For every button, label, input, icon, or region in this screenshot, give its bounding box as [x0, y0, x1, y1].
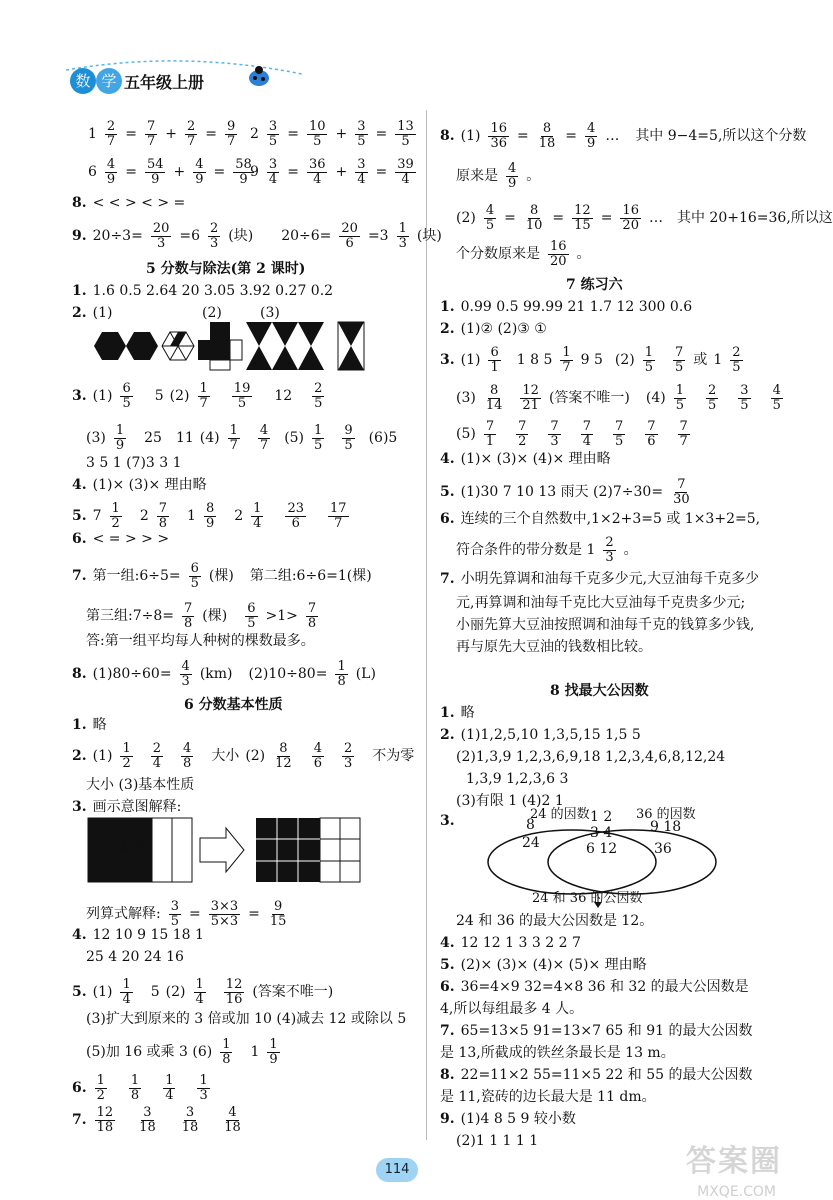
section-title-8: 8 找最大公因数: [550, 683, 649, 699]
s6-answer-5: 5. (1) 1 4 5 (2) 1 4 12 16 (答案不唯一): [72, 977, 334, 1007]
eq-row-2-right: 9 $\frac{3}{4}$ = $\frac{36}{4}$ + $\frac{3}{4}$ = $\frac{39}{4}$: [250, 157, 414, 187]
s7-answer-4: 4. (1)× (3)× (4)× 理由略: [440, 451, 611, 467]
s7-answer-3-row2: (3) 8 14 12 21 (答案不唯一) (4) 1 5 2 5 3 5 4 5: [456, 383, 781, 413]
s5-answer-1: 1. 1.6̇ 0.5 2.64 20 3.05 3.92 0.27 0.2: [72, 283, 334, 299]
section-title-6: 6 分数基本性质: [184, 697, 283, 713]
venn-common-c: 6 12: [586, 841, 618, 857]
fraction: $\frac{2}{7}$: [106, 119, 116, 149]
s5-answer-5: 5. 7 1 2 2 7 8 1 8 9 2 1 4 23 6 17 7: [72, 501, 347, 531]
s8-answer-2-row4: (3)有限 1 (4)2 1: [456, 793, 564, 809]
s8-answer-7: 7. 65=13×5 91=13×7 65 和 91 的最大公因数: [440, 1023, 753, 1039]
subject-tag-1: 数: [70, 68, 96, 94]
eq-row-1-right: 2 $\frac{3}{5}$ = $\frac{10}{5}$ + $\frac{3}{5}$ = $\frac{13}{5}$: [250, 119, 414, 149]
s5-answer-6: 6. < = > > >: [72, 531, 170, 547]
ladybug-icon: [244, 64, 274, 90]
s7-answer-1: 1. 0.99 0.5 99.99 21 1.7 12 300 0.6: [440, 299, 693, 315]
venn-only24-b: 24: [522, 835, 540, 851]
column-divider: [426, 110, 427, 1140]
watermark-url: MXQE.COM: [697, 1184, 776, 1200]
answer-8: 8. < < > < > =: [72, 195, 186, 211]
s6-answer-5-row2: (3)扩大到原来的 3 倍或加 10 (4)减去 12 或除以 5: [86, 1011, 407, 1027]
s5-answer-3-row3: 3 5 1 (7)3 3 1: [86, 455, 182, 471]
s7-answer-7-row2: 元,再算调和油每千克比大豆油每千克贵多少元;: [456, 595, 746, 611]
s6-answer-1: 1. 略: [72, 717, 107, 733]
r-answer-8-2: (2) $\frac{4}{5}$ = $\frac{8}{10}$ = $\frac{12}{15}$ = $\frac{16}{20}$ … 其中 20+16=36,所以这: [456, 203, 833, 233]
venn-common-b: 3 4: [590, 825, 613, 841]
s8-answer-9-row2: (2)1 1 1 1 1: [456, 1133, 539, 1149]
s5-answer-7-conclusion: 答:第一组平均每人种树的棵数最多。: [86, 633, 315, 649]
s8-answer-6: 6. 36=4×9 32=4×8 36 和 32 的最大公因数是: [440, 979, 749, 995]
s8-answer-5: 5. (2)× (3)× (4)× (5)× 理由略: [440, 957, 647, 973]
s5-shapes-figure: [86, 322, 410, 372]
s8-answer-4: 4. 12 12 1 3 3 2 2 7: [440, 935, 581, 951]
s8-answer-9: 9. (1)4 8 5 9 较小数: [440, 1111, 576, 1127]
s5-answer-3: 3. (1) 6 5 5 (2) 1 7 19 5 12 2 5: [72, 381, 323, 411]
s8-answer-3-conclusion: 24 和 36 的最大公因数是 12。: [456, 913, 654, 929]
s7-answer-5: 5. (1)30 7 10 13 雨天 (2)7÷30= $\frac{7}{30}$: [440, 477, 690, 507]
venn-only36-a: 9 18: [650, 819, 682, 835]
s8-answer-8-row2: 是 11,瓷砖的边长最大是 11 dm。: [440, 1089, 656, 1105]
venn-only36-b: 36: [654, 841, 672, 857]
s6-answer-2-row2: 大小 (3)基本性质: [86, 777, 195, 793]
equal-arrow-label: 相等: [120, 839, 145, 853]
page-header: [62, 56, 322, 106]
s6-answer-4-row2: 25 4 20 24 16: [86, 949, 184, 965]
s5-answer-7: 7. 第一组:6÷5= $\frac{6}{5}$ (棵) 第二组:6÷6=1(棵): [72, 561, 372, 591]
s5-answer-7-row2: 第三组:7÷8= $\frac{7}{8}$ (棵) 6 5 >1> 7 8: [86, 601, 317, 631]
s7-answer-7: 7. 小明先算调和油每千克多少元,大豆油每千克多少: [440, 571, 760, 587]
venn-caption: 24 和 36 的公因数: [532, 891, 643, 906]
s7-answer-6-row2: 符合条件的带分数是 1 2 3 。: [456, 535, 638, 565]
s5-answer-3-row2: (3) 1 9 25 11 (4) 1 7 4 7 (5) 1 5 9 5 (6)5: [86, 423, 398, 453]
s8-answer-8: 8. 22=11×2 55=11×5 22 和 55 的最大公因数: [440, 1067, 753, 1083]
s8-answer-7-row2: 是 13,所截成的铁丝条最长是 13 m。: [440, 1045, 675, 1061]
r-answer-8-1-row2: 原来是 4 9 。: [456, 161, 541, 191]
fraction: $\frac{7}{7}$: [146, 119, 156, 149]
s7-answer-3-row3: (5) 7 1 7 2 7 3 7 4 7 5 7 6 7 7: [456, 419, 688, 449]
s8-answer-1: 1. 略: [440, 705, 475, 721]
s7-answer-6: 6. 连续的三个自然数中,1×2+3=5 或 1×3+2=5,: [440, 511, 761, 527]
s7-answer-3: 3. (1) 6 1 1 8 5 1 7 9 5 (2) 1 5 7 5 或 1 2 5: [440, 345, 741, 375]
section-title-7: 7 练习六: [566, 277, 623, 293]
s5-answer-8: 8. (1)80÷60= $\frac{4}{3}$ (km) (2)10÷80= $\frac{1}{8}$ (L): [72, 659, 376, 689]
s8-answer-3: 3.: [440, 813, 455, 829]
venn-label-36: 36 的因数: [636, 807, 696, 822]
s6-answer-3: 3. 画示意图解释:: [72, 799, 182, 815]
s6-answer-5-row3: (5)加 16 或乘 3 (6) 1 8 1 1 9: [86, 1037, 278, 1067]
s7-answer-7-row4: 再与原先大豆油的钱数相比较。: [456, 639, 652, 655]
watermark-logo: 答案圈: [686, 1144, 782, 1179]
s7-answer-7-row3: 小丽先算大豆油按照调和油每千克的钱算多少钱,: [456, 617, 755, 633]
fraction: $\frac{9}{7}$: [226, 119, 236, 149]
s6-answer-2: 2. (1) 1 2 2 4 4 8 大小 (2) 8 12 4 6 2 3 不为零: [72, 741, 415, 771]
answer-9: 9. 20÷3= $\frac{20}{3}$ =6 2 3 (块) 20÷6= $\frac{20}{6}$ =3 1 3 (块): [72, 221, 442, 251]
venn-label-24: 24 的因数: [530, 807, 590, 822]
s8-answer-6-row2: 4,所以每组最多 4 人。: [440, 1001, 584, 1017]
s6-answer-6: 6. 1 2 1 8 1 4 1 3: [72, 1073, 208, 1103]
s8-answer-2-row3: 1,3,9 1,2,3,6 3: [466, 771, 569, 787]
s8-answer-2-row2: (2)1,3,9 1,2,3,6,9,18 1,2,3,4,6,8,12,24: [456, 749, 726, 765]
s7-answer-2: 2. (1)② (2)③ ①: [440, 321, 547, 337]
eq-row-1-left: 1 $\frac{2}{7}$ = $\frac{7}{7}$ + $\frac{2}{7}$ = $\frac{9}{7}$: [88, 119, 236, 149]
r-answer-8-1: 8. (1) $\frac{16}{36}$ = $\frac{8}{18}$ = $\frac{4}{9}$ … 其中 9−4=5,所以这个分数: [440, 121, 807, 151]
r-answer-8-2-row2: 个分数原来是 16 20 。: [456, 239, 591, 269]
s6-answer-3-formula: 列算式解释: $\frac{3}{5}$ = $\frac{3\times 3}{5\times 3}$ = $\frac{9}{15}$: [86, 899, 287, 929]
s8-answer-2: 2. (1)1,2,5,10 1,3,5,15 1,5 5: [440, 727, 641, 743]
subject-tag-2: 学: [96, 68, 122, 94]
page-number: 114: [376, 1158, 418, 1182]
s6-answer-7: 7. 12 18 3 18 3 18 4 18: [72, 1105, 241, 1135]
s6-answer-4: 4. 12 10 9 15 18 1: [72, 927, 204, 943]
grade-label: 五年级上册: [124, 73, 205, 92]
eq-row-2-left: 6 $\frac{4}{9}$ = $\frac{54}{9}$ + $\frac{4}{9}$ = $\frac{58}{9}$: [88, 157, 252, 187]
section-title-5: 5 分数与除法(第 2 课时): [146, 261, 306, 277]
venn-only24-a: 8: [526, 817, 535, 833]
s5-answer-2: 2. (1) (2) (3): [72, 305, 280, 321]
s5-answer-4: 4. (1)× (3)× 理由略: [72, 477, 207, 493]
venn-common-a: 1 2: [590, 809, 613, 825]
fraction: $\frac{2}{7}$: [186, 119, 196, 149]
